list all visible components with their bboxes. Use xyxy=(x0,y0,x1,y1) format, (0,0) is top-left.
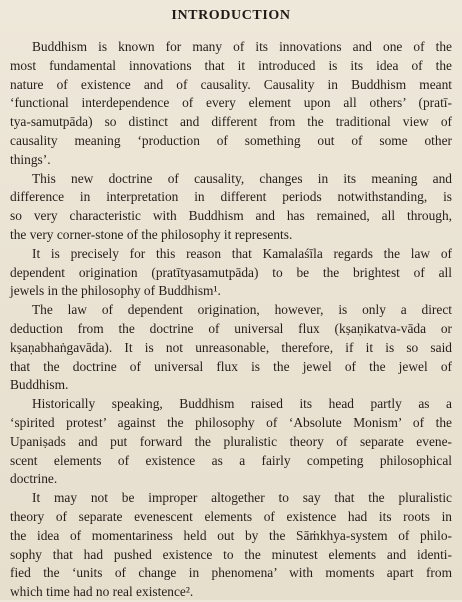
text-line: It is precisely for this reason that Kamalaśīla regards the law of xyxy=(32,245,452,261)
text-line: the idea of momentariness held out by the Sāṁkhya-system of philo- xyxy=(10,527,452,543)
text-line: Historically speaking, Buddhism raised its head partly as a xyxy=(32,396,452,412)
text-line: so very characteristic with Buddhism and has remained, all through, xyxy=(10,208,452,224)
text-line: It may not be improper altogether to say that the pluralistic xyxy=(32,490,452,506)
text-line: ‘spirited protest’ against the philosophy of ‘Absolute Monism’ of the xyxy=(10,414,452,430)
text-line: Upaniṣads and put forward the pluralistic theory of separate evene- xyxy=(10,433,452,449)
paragraph-2 xyxy=(10,170,452,245)
text-line: fied the ‘units of change in phenomena’ with moments apart from xyxy=(10,565,452,581)
text-line: causality meaning ‘production of something out of some other xyxy=(10,132,452,148)
text-line: jewels in the philosophy of Buddhism¹. xyxy=(10,283,221,299)
text-line: kṣaṇabhaṅgavāda). It is not unreasonable, therefore, if it is so said xyxy=(10,339,452,355)
text-line: sophy that had pushed existence to the minutest elements and identi- xyxy=(10,546,452,562)
paragraph-3 xyxy=(10,245,452,301)
paragraph-5 xyxy=(10,395,452,489)
text-line: The law of dependent origination, however, is only a direct xyxy=(32,302,452,318)
text-line: Buddhism. xyxy=(10,377,69,393)
text-line: nature of existence and of causality. Causality in Buddhism meant xyxy=(10,76,452,92)
text-line: things’. xyxy=(10,151,51,167)
text-line: ‘functional interdependence of every element upon all others’ (pratī- xyxy=(10,95,452,111)
text-line: tya-samutpāda) so distinct and different from the traditional view of xyxy=(10,114,452,130)
chapter-title: INTRODUCTION xyxy=(171,8,291,23)
text-line: which time had no real existence². xyxy=(10,584,194,600)
text-line: the very corner-stone of the philosophy it represents. xyxy=(10,226,293,242)
text-line: scent elements of existence as a fairly competing philosophical xyxy=(10,452,452,468)
paragraph-4 xyxy=(10,301,452,395)
text-line: that the doctrine of universal flux is the jewel of the jewel of xyxy=(10,358,452,374)
text-line: theory of separate evenescent elements of existence had its roots in xyxy=(10,508,452,524)
text-line: This new doctrine of causality, changes in its meaning and xyxy=(32,170,452,186)
book-page xyxy=(10,0,452,602)
text-line: deduction from the doctrine of universal flux (kṣaṇikatva-vāda or xyxy=(10,320,452,336)
paragraph-1 xyxy=(10,38,452,170)
paragraph-6 xyxy=(10,489,452,602)
text-line: Buddhism is known for many of its innovations and one of the xyxy=(32,39,452,54)
text-line: dependent origination (pratītyasamutpāda) to be the brightest of all xyxy=(10,264,452,280)
text-line: difference in interpretation in different periods notwithstanding, is xyxy=(10,189,452,205)
text-line: doctrine. xyxy=(10,471,58,487)
text-line: most fundamental innovations that it introduced is its idea of the xyxy=(10,57,452,73)
